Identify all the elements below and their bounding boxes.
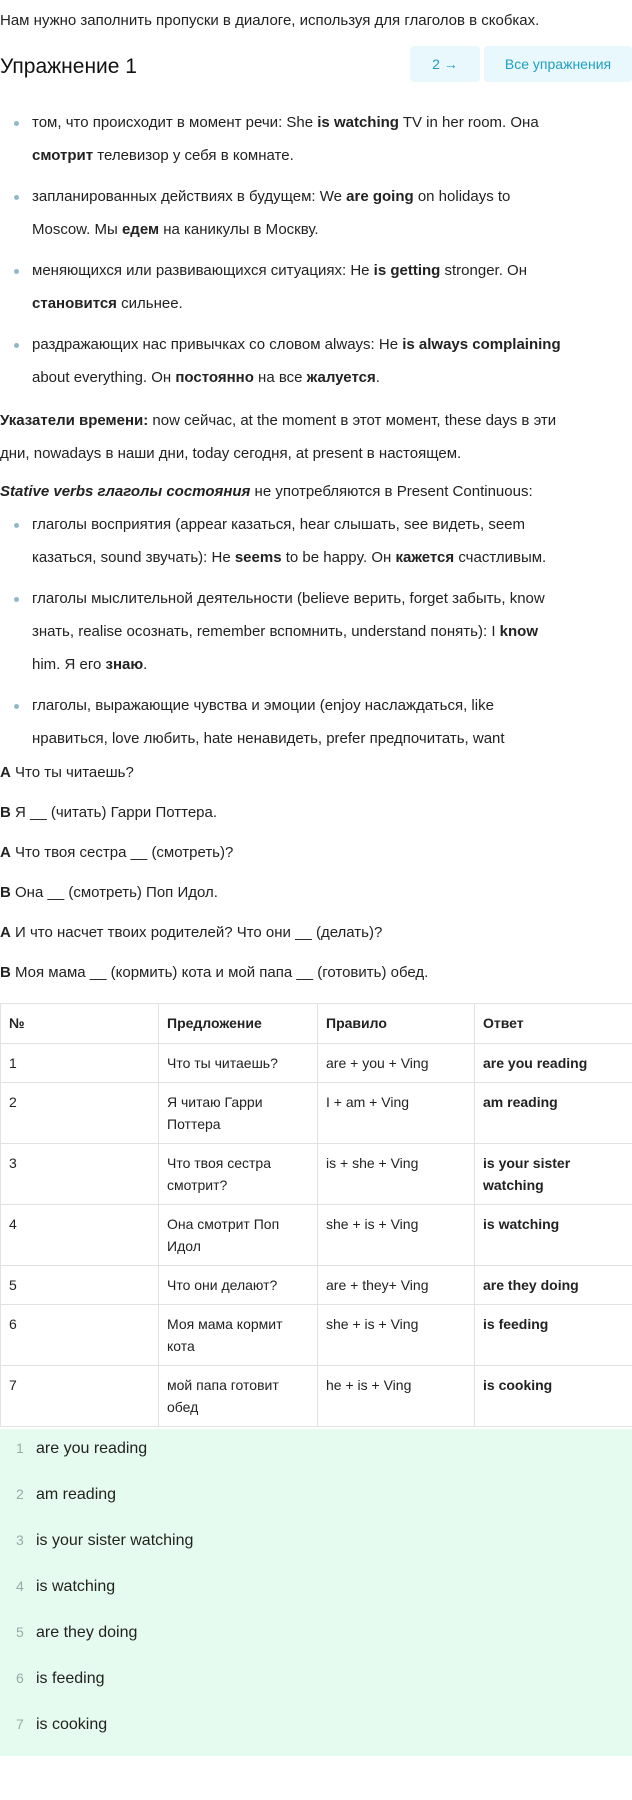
answer-text: is watching [36, 1578, 116, 1595]
column-header: Правило [318, 1004, 475, 1044]
answer-text: is cooking [36, 1716, 108, 1733]
answer-item [0, 1575, 632, 1598]
table-row [1, 1266, 632, 1305]
table-cell: are + they+ Ving [318, 1266, 475, 1305]
table-cell: she + is + Ving [318, 1205, 475, 1266]
answer-text: are they doing [36, 1624, 138, 1641]
table-cell: 6 [1, 1305, 159, 1366]
list-item: меняющихся или развивающихся ситуациях: He is getting stronger. Он становится сильнее. [0, 254, 632, 320]
list-item: глаголы восприятия (appear казаться, hear слышать, see видеть, seem казаться, sound звучать): He seems to be happy. Он кажется счастливым. [0, 508, 632, 574]
table-cell: 3 [1, 1144, 159, 1205]
time-markers: Указатели времени: now сейчас, at the moment в этот момент, these days в эти дни, nowadays в наши дни, today сегодня, at present в настоящем. [0, 412, 557, 462]
answer-number: 6 [16, 1670, 24, 1686]
table-cell: мой папа готовит обед [159, 1366, 318, 1427]
answer-item [0, 1437, 632, 1460]
table-cell: is cooking [475, 1366, 632, 1427]
list-item: глаголы, выражающие чувства и эмоции (enjoy наслаждаться, like нравиться, love любить, hate ненавидеть, prefer предпочитать, want [0, 689, 632, 755]
column-header: Предложение [159, 1004, 318, 1044]
answer-text: is your sister watching [36, 1532, 194, 1549]
dialogue-line: B Я __ (читать) Гарри Поттера. [0, 804, 218, 821]
all-exercises-button[interactable]: Все упражнения [484, 46, 632, 82]
dialogue-line: A Что твоя сестра __ (смотреть)? [0, 844, 234, 861]
answer-number: 3 [16, 1532, 24, 1548]
dialogue-line: A Что ты читаешь? [0, 764, 134, 781]
table-cell: Что ты читаешь? [159, 1044, 318, 1083]
table-cell: is + she + Ving [318, 1144, 475, 1205]
answer-text: is feeding [36, 1670, 105, 1687]
answers-panel [0, 1429, 632, 1756]
answer-number: 2 [16, 1486, 24, 1502]
answer-table [0, 1003, 632, 1427]
table-row [1, 1144, 632, 1205]
answer-item [0, 1483, 632, 1506]
table-cell: are you reading [475, 1044, 632, 1083]
dialogue-line: B Она __ (смотреть) Поп Идол. [0, 884, 218, 901]
table-cell: Что твоя сестра смотрит? [159, 1144, 318, 1205]
answer-number: 5 [16, 1624, 24, 1640]
answer-text: am reading [36, 1486, 117, 1503]
table-cell: 5 [1, 1266, 159, 1305]
exercise-header [0, 46, 632, 96]
answer-text: are you reading [36, 1440, 148, 1457]
answer-number: 1 [16, 1440, 24, 1456]
stative-list [0, 508, 632, 755]
answer-number: 4 [16, 1578, 24, 1594]
table-cell: are they doing [475, 1266, 632, 1305]
answer-item [0, 1713, 632, 1736]
answer-item [0, 1621, 632, 1644]
page-title: Упражнение 1 [0, 55, 137, 78]
usage-list [0, 106, 632, 394]
column-header: Ответ [475, 1004, 632, 1044]
table-cell: 4 [1, 1205, 159, 1266]
table-cell: is feeding [475, 1305, 632, 1366]
table-row [1, 1205, 632, 1266]
table-cell: is your sister watching [475, 1144, 632, 1205]
table-cell: 1 [1, 1044, 159, 1083]
table-row [1, 1366, 632, 1427]
list-item: том, что происходит в момент речи: She is watching TV in her room. Она смотрит телевизор у себя в комнате. [0, 106, 632, 172]
table-cell: Моя мама кормит кота [159, 1305, 318, 1366]
table-cell: Что они делают? [159, 1266, 318, 1305]
intro-text: Нам нужно заполнить пропуски в диалоге, используя для глаголов в скобках. [0, 12, 540, 29]
column-header: № [1, 1004, 159, 1044]
answer-number: 7 [16, 1716, 24, 1732]
dialogue-line: B Моя мама __ (кормить) кота и мой папа __ (готовить) обед. [0, 964, 429, 981]
table-cell: 2 [1, 1083, 159, 1144]
dialogue-line: A И что насчет твоих родителей? Что они __ (делать)? [0, 924, 383, 941]
table-cell: Она смотрит Поп Идол [159, 1205, 318, 1266]
next-exercise-button[interactable]: 2 → [410, 46, 480, 82]
table-cell: he + is + Ving [318, 1366, 475, 1427]
table-cell: she + is + Ving [318, 1305, 475, 1366]
table-row [1, 1305, 632, 1366]
table-cell: is watching [475, 1205, 632, 1266]
list-item: раздражающих нас привычках со словом always: He is always complaining about everything. Он постоянно на все жалуется. [0, 328, 632, 394]
table-cell: I + am + Ving [318, 1083, 475, 1144]
stative-heading: Stative verbs глаголы состояния не употребляются в Present Continuous: [0, 483, 533, 500]
table-cell: are + you + Ving [318, 1044, 475, 1083]
table-row [1, 1044, 632, 1083]
table-cell: 7 [1, 1366, 159, 1427]
table-cell: Я читаю Гарри Поттера [159, 1083, 318, 1144]
list-item: запланированных действиях в будущем: We are going on holidays to Moscow. Мы едем на каникулы в Москву. [0, 180, 632, 246]
list-item: глаголы мыслительной деятельности (believe верить, forget забыть, know знать, realise осознать, remember вспомнить, understand понять): I know him. Я его знаю. [0, 582, 632, 681]
answer-item [0, 1529, 632, 1552]
dialogue [0, 763, 632, 983]
table-cell: am reading [475, 1083, 632, 1144]
table-row [1, 1083, 632, 1144]
answer-item [0, 1667, 632, 1690]
